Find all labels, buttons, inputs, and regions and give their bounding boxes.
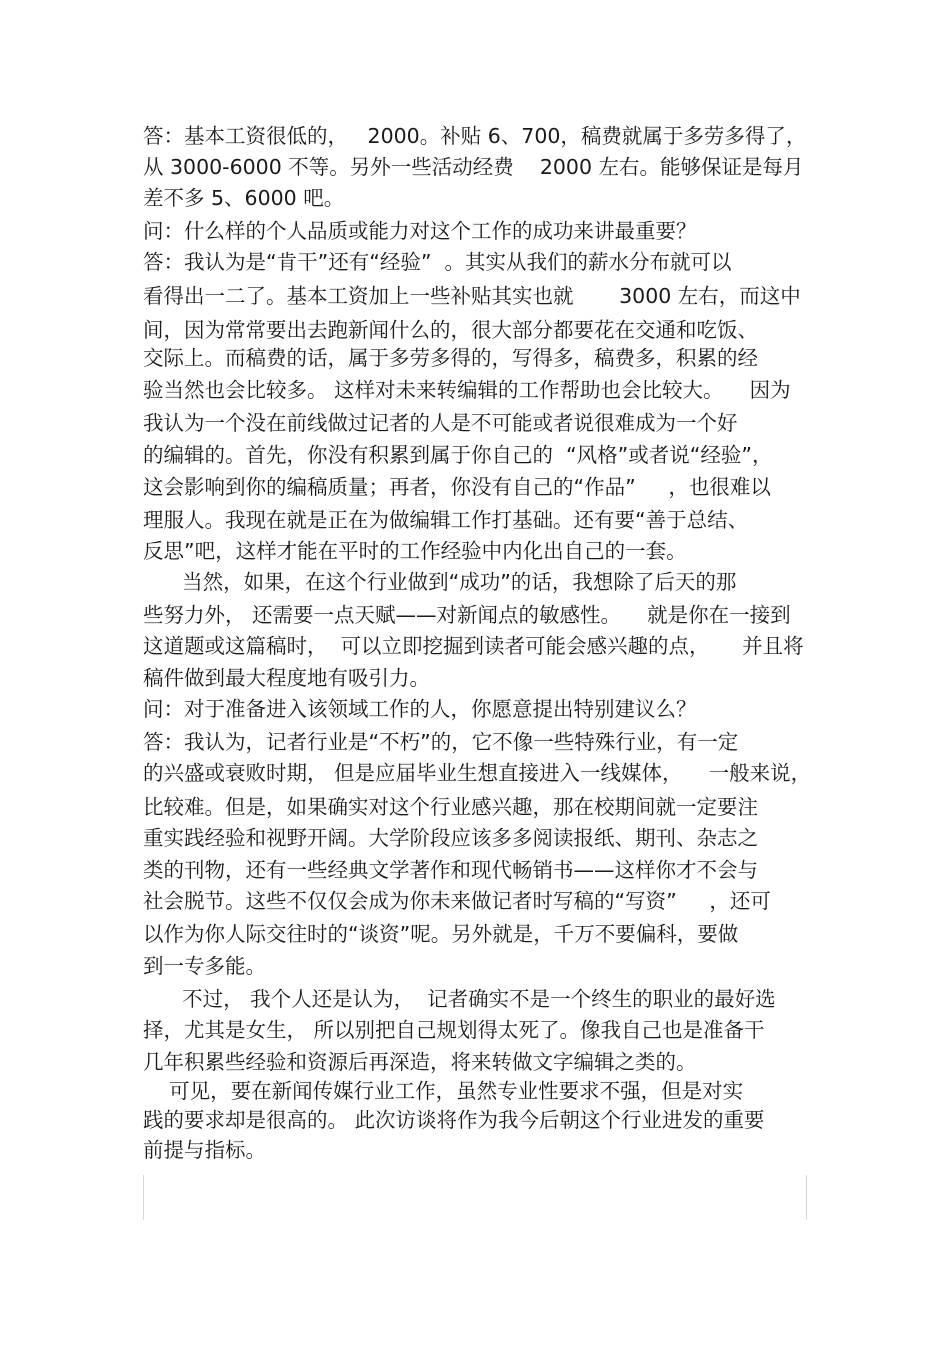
text-line: 不过， 我个人还是认为， 记者确实不是一个终生的职业的最好选 [143,987,776,1011]
text-line: 重实践经验和视野开阔。大学阶段应该多多阅读报纸、期刊、杂志之 [143,826,758,850]
text-line: 类的刊物，还有一些经典文学著作和现代畅销书——这样你才不会与 [143,858,758,882]
text-line: 的编辑的。首先，你没有积累到属于你自己的 “风格”或者说“经验”， [143,443,773,467]
text-line: 践的要求却是很高的。 此次访谈将作为我今后朝这个行业进发的重要 [143,1108,765,1132]
text-line: 问：对于准备进入该领域工作的人，你愿意提出特别建议么？ [143,697,697,721]
text-line: 这会影响到你的编稿质量；再者，你没有自己的“作品” ，也很难以 [143,475,771,499]
text-line: 看得出一二了。基本工资加上一些补贴其实也就 3000 左右，而这中 [143,284,801,308]
page-frame-right-edge [806,1175,807,1220]
text-line: 这道题或这篇稿时， 可以立即挖掘到读者可能会感兴趣的点， 并且将 [143,634,804,658]
text-line: 问：什么样的个人品质或能力对这个工作的成功来讲最重要？ [143,219,697,243]
text-line: 些努力外， 还需要一点天赋——对新闻点的敏感性。 就是你在一接到 [143,603,791,627]
text-line: 当然，如果，在这个行业做到“成功”的话，我想除了后天的那 [143,570,737,594]
page-frame-left-edge [143,1175,144,1220]
text-line: 择，尤其是女生， 所以别把自己规划得太死了。像我自己也是准备干 [143,1018,765,1042]
text-line: 交际上。而稿费的话，属于多劳多得的，写得多，稿费多，积累的经 [143,346,758,370]
text-line: 的兴盛或衰败时期， 但是应届毕业生想直接进入一线媒体， 一般来说， [143,761,812,785]
text-line: 答：我认为，记者行业是“不朽”的，它不像一些特殊行业，有一定 [143,730,739,754]
text-line: 前提与指标。 [143,1138,266,1162]
text-line: 从 3000-6000 不等。另外一些活动经费 2000 左右。能够保证是每月 [143,155,804,179]
text-line: 我认为一个没在前线做过记者的人是不可能或者说很难成为一个好 [143,411,738,435]
text-line: 反思”吧，这样才能在平时的工作经验中内化出自己的一套。 [143,539,687,563]
text-line: 答：基本工资很低的， 2000。补贴 6、700，稿费就属于多劳多得了， [143,124,807,148]
text-line: 以作为你人际交往时的“谈资”呢。另外就是，千万不要偏科，要做 [143,922,739,946]
text-line: 比较难。但是，如果确实对这个行业感兴趣，那在校期间就一定要注 [143,795,758,819]
text-line: 社会脱节。这些不仅仅会成为你未来做记者时写稿的“写资” ，还可 [143,889,771,913]
text-line: 稿件做到最大程度地有吸引力。 [143,666,430,690]
text-line: 验当然也会比较多。 这样对未来转编辑的工作帮助也会比较大。 因为 [143,378,791,402]
text-line: 几年积累些经验和资源后再深造，将来转做文字编辑之类的。 [143,1050,697,1074]
text-line: 间，因为常常要出去跑新闻什么的，很大部分都要花在交通和吃饭、 [143,318,758,342]
text-line: 理服人。我现在就是正在为做编辑工作打基础。还有要“善于总结、 [143,508,749,532]
text-line: 差不多 5、6000 吧。 [143,186,345,210]
text-line: 到一专多能。 [143,954,266,978]
text-line: 可见，要在新闻传媒行业工作，虽然专业性要求不强，但是对实 [143,1079,744,1103]
text-line: 答：我认为是“肯干”还有“经验” 。其实从我们的薪水分布就可以 [143,250,732,274]
